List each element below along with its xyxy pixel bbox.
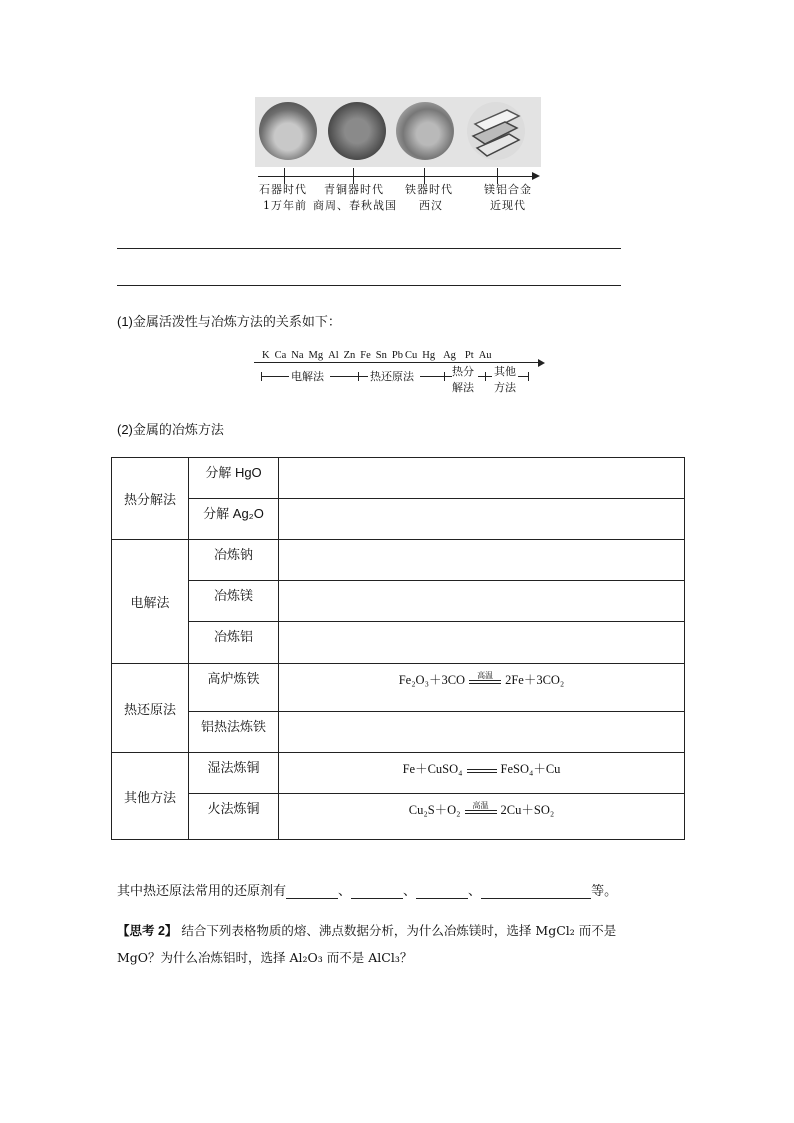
answer-cell[interactable] (279, 622, 685, 664)
method-label: 电解法 (291, 370, 324, 383)
group-name: 热还原法 (112, 664, 189, 753)
equation-products: FeSO₄＋Cu (500, 762, 561, 776)
group-name: 其他方法 (112, 753, 189, 840)
answer-cell[interactable] (279, 458, 685, 499)
era-period: 西汉 (419, 199, 443, 212)
blank-1[interactable] (286, 884, 338, 899)
item-name: 冶炼铝 (189, 622, 279, 664)
condition-text: 高温 (477, 671, 494, 680)
equation-reactants: Cu₂S＋O₂ (408, 803, 461, 817)
separator: 、 (338, 883, 352, 898)
group-name: 电解法 (112, 540, 189, 664)
chemical-equation (399, 670, 565, 688)
think-tag: 【思考 2】 (117, 924, 178, 938)
era-name: 铁器时代 (405, 183, 453, 196)
blank-3[interactable] (416, 884, 468, 899)
metal-symbol: Pt (464, 350, 474, 361)
reaction-condition (469, 671, 501, 688)
think-question-line1 (117, 921, 616, 939)
group-name: 热分解法 (112, 458, 189, 540)
metal-symbol: Mg (308, 350, 324, 361)
range-line (261, 376, 289, 377)
condition-text: 高温 (472, 801, 489, 810)
equation-cell (279, 794, 685, 840)
method-label: 热分 (452, 365, 474, 378)
reaction-condition (465, 801, 497, 818)
range-line (358, 376, 368, 377)
metal-symbol: Ag (443, 350, 456, 361)
answer-cell[interactable] (279, 712, 685, 753)
equals-sign (467, 769, 497, 773)
section1-label: (1)金属活泼性与冶炼方法的关系如下： (117, 314, 341, 329)
method-label: 其他 (494, 365, 516, 378)
bronze-vessel-image (328, 102, 386, 160)
equals-sign (465, 810, 497, 814)
era-name: 镁铝合金 (484, 183, 532, 196)
reductants-sentence (117, 880, 617, 899)
metal-symbol: Zn (343, 350, 356, 361)
era-period: 1万年前 (263, 199, 307, 212)
think-question-line2: MgO？为什么冶炼铝时，选择 Al₂O₃ 而不是 AlCl₃？ (117, 950, 413, 965)
iron-tools-image (396, 102, 454, 160)
metal-symbol: Na (291, 350, 304, 361)
era-period: 商周、春秋战国 (313, 199, 397, 212)
method-label: 方法 (494, 381, 516, 394)
item-name: 高炉炼铁 (189, 664, 279, 712)
item-name: 分解 HgO (189, 458, 279, 499)
range-bracket (485, 372, 486, 381)
answer-cell[interactable] (279, 499, 685, 540)
blank-2[interactable] (351, 884, 403, 899)
metal-symbol: Sn (375, 350, 387, 361)
answer-line[interactable] (117, 248, 621, 249)
metal-symbol: Al (328, 350, 339, 361)
metal-symbol: Ca (274, 350, 287, 361)
equation-cell (279, 753, 685, 794)
item-name: 湿法炼铜 (189, 753, 279, 794)
item-name: 铝热法炼铁 (189, 712, 279, 753)
item-name: 冶炼镁 (189, 581, 279, 622)
chemical-equation (403, 759, 561, 777)
metal-symbol: Au (478, 350, 492, 361)
reaction-condition (467, 769, 497, 777)
answer-line[interactable] (117, 285, 621, 286)
equation-reactants: Fe₂O₃＋3CO (398, 673, 466, 687)
activity-axis (254, 362, 539, 363)
range-bracket (528, 372, 529, 381)
range-line (330, 376, 358, 377)
activity-series (262, 350, 497, 361)
answer-cell[interactable] (279, 540, 685, 581)
metal-symbol: K (262, 350, 270, 361)
think-text-1: 结合下列表格物质的熔、沸点数据分析，为什么冶炼镁时，选择 MgCl₂ 而不是 (181, 923, 617, 938)
reductants-prefix: 其中热还原法常用的还原剂有 (117, 883, 287, 898)
method-label: 解法 (452, 381, 474, 394)
era-period: 近现代 (490, 199, 526, 212)
range-line (444, 376, 452, 377)
equation-reactants: Fe＋CuSO₄ (402, 762, 463, 776)
reductants-suffix: 等。 (591, 883, 618, 898)
method-label: 热还原法 (370, 370, 414, 383)
range-line (518, 376, 528, 377)
era-name: 石器时代 (259, 183, 307, 196)
item-name: 冶炼钠 (189, 540, 279, 581)
metal-symbol: Hg (422, 350, 436, 361)
metal-symbol: Fe (360, 350, 371, 361)
timeline-axis (258, 176, 536, 177)
metal-symbol: Pb (391, 350, 403, 361)
alloy-tubes-image (467, 102, 525, 160)
equation-cell (279, 664, 685, 712)
metal-symbol: Cu (404, 350, 418, 361)
timeline-arrow (532, 172, 540, 180)
item-name: 火法炼铜 (189, 794, 279, 840)
answer-cell[interactable] (279, 581, 685, 622)
equation-products: 2Cu＋SO₂ (500, 803, 555, 817)
metal-history-figure (255, 97, 541, 167)
item-name: 分解 Ag₂O (189, 499, 279, 540)
range-line (420, 376, 444, 377)
era-name: 青铜器时代 (324, 183, 384, 196)
blank-4[interactable] (481, 884, 591, 899)
section2-label: (2)金属的冶炼方法 (117, 422, 224, 437)
smelting-methods-table (111, 457, 685, 840)
separator: 、 (468, 883, 482, 898)
chemical-equation (409, 800, 554, 818)
stone-tool-image (259, 102, 317, 160)
equation-products: 2Fe＋3CO₂ (505, 673, 565, 687)
equals-sign (469, 680, 501, 684)
separator: 、 (403, 883, 417, 898)
activity-arrow (538, 359, 545, 367)
